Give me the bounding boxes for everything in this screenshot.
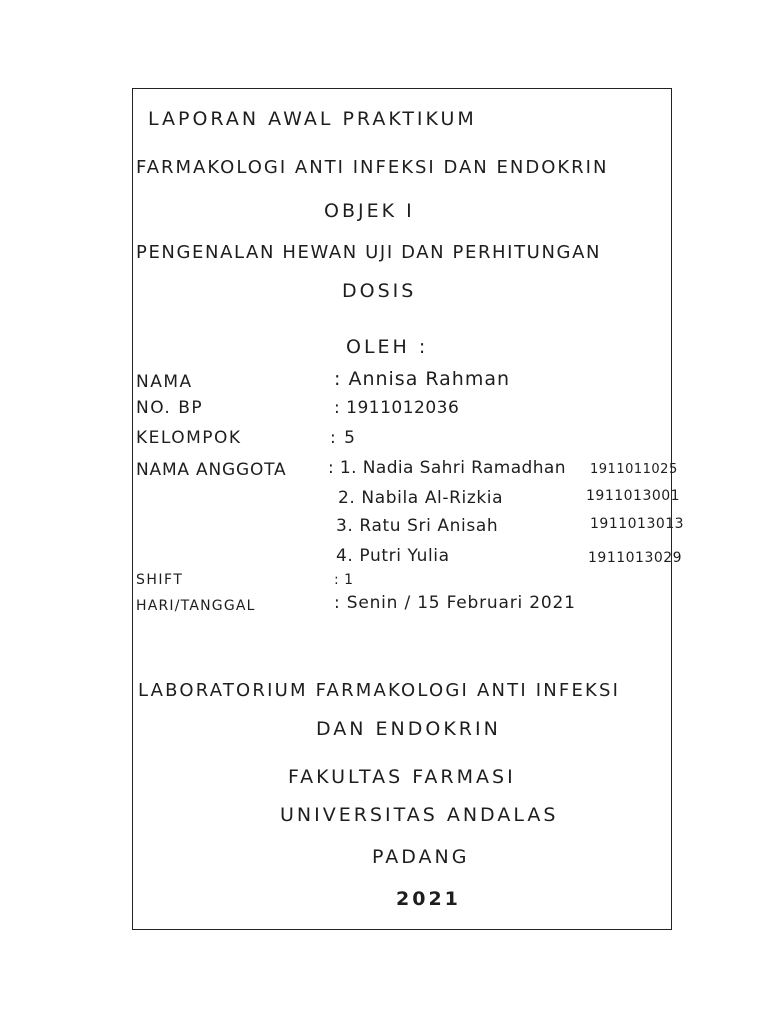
- member-name: 3. Ratu Sri Anisah: [336, 516, 499, 536]
- object-number: OBJEK I: [324, 200, 415, 222]
- group-label: KELOMPOK: [136, 428, 242, 448]
- year: 2021: [396, 888, 461, 910]
- by-label: OLEH :: [346, 336, 429, 358]
- member-id: 1911011025: [590, 462, 678, 477]
- name-value: : Annisa Rahman: [334, 368, 511, 390]
- course-title: FARMAKOLOGI ANTI INFEKSI DAN ENDOKRIN: [136, 157, 609, 178]
- laboratory-name: LABORATORIUM FARMAKOLOGI ANTI INFEKSI: [138, 680, 621, 701]
- topic-title-continued: DOSIS: [342, 280, 417, 302]
- city-name: PADANG: [372, 846, 470, 868]
- date-value: : Senin / 15 Februari 2021: [334, 593, 576, 613]
- member-id: 1911013001: [586, 488, 681, 504]
- topic-title: PENGENALAN HEWAN UJI DAN PERHITUNGAN: [136, 242, 602, 263]
- member-name: : 1. Nadia Sahri Ramadhan: [328, 458, 566, 478]
- shift-label: SHIFT: [136, 572, 184, 588]
- student-number-value: : 1911012036: [334, 398, 460, 418]
- name-label: NAMA: [136, 372, 193, 392]
- date-label: HARI/TANGGAL: [136, 598, 256, 614]
- member-name: 2. Nabila Al-Rizkia: [338, 488, 504, 508]
- shift-value: : 1: [334, 572, 354, 588]
- members-label: NAMA ANGGOTA: [136, 460, 287, 480]
- faculty-name: FAKULTAS FARMASI: [288, 766, 516, 788]
- member-id: 1911013013: [590, 516, 685, 532]
- university-name: UNIVERSITAS ANDALAS: [280, 804, 559, 826]
- member-id: 1911013029: [588, 550, 683, 566]
- group-value: : 5: [330, 428, 357, 448]
- student-number-label: NO. BP: [136, 398, 204, 418]
- report-title: LAPORAN AWAL PRAKTIKUM: [148, 108, 477, 130]
- member-name: 4. Putri Yulia: [336, 546, 450, 566]
- laboratory-name-continued: DAN ENDOKRIN: [316, 718, 501, 740]
